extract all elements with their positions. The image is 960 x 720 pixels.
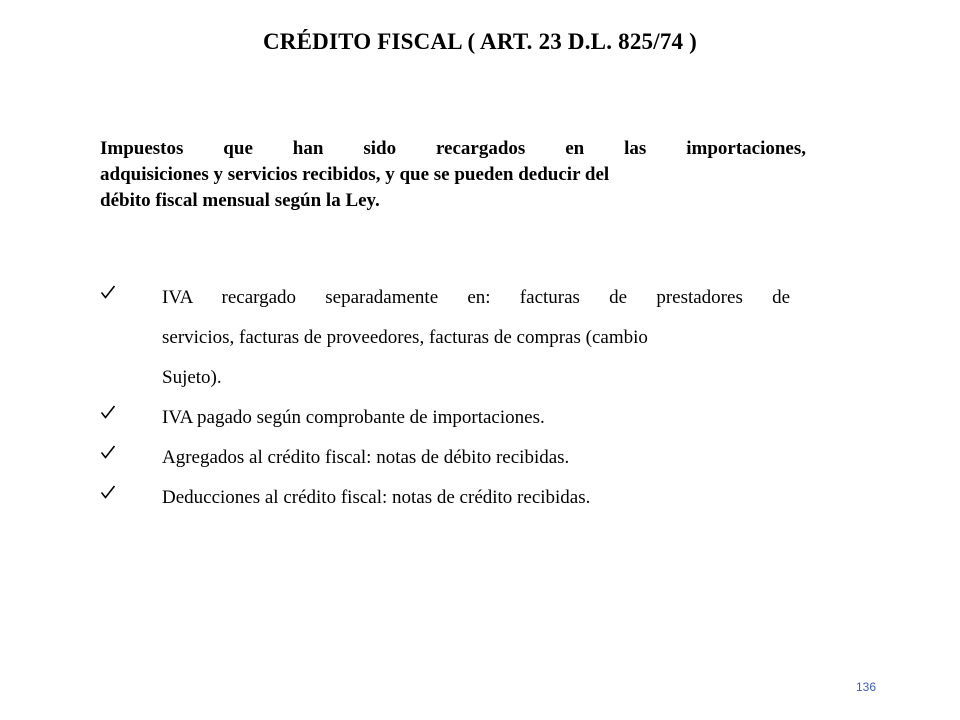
intro-line: adquisiciones y servicios recibidos, y que se pueden deducir del xyxy=(100,164,610,185)
intro-line: débito fiscal mensual según la Ley. xyxy=(100,190,380,211)
bullet-line: Agregados al crédito fiscal: notas de débito recibidas. xyxy=(162,447,570,468)
bullet-line: Deducciones al crédito fiscal: notas de crédito recibidas. xyxy=(162,487,591,508)
checkmark-icon xyxy=(100,438,124,478)
intro-line: Impuestos que han sido recargados en las importaciones, xyxy=(100,138,806,159)
bullet-item xyxy=(100,278,790,398)
bullet-line: IVA pagado según comprobante de importaciones. xyxy=(162,407,545,428)
checkmark-icon xyxy=(100,278,124,318)
bullet-text xyxy=(162,478,790,518)
intro-paragraph xyxy=(100,136,806,214)
slide-title: CRÉDITO FISCAL ( ART. 23 D.L. 825/74 ) xyxy=(262,29,698,55)
checkmark-icon xyxy=(100,398,124,438)
bullet-list xyxy=(100,278,790,518)
bullet-item xyxy=(100,398,790,438)
bullet-line: Sujeto). xyxy=(162,367,222,388)
bullet-text xyxy=(162,438,790,478)
bullet-text xyxy=(162,398,790,438)
page-number: 136 xyxy=(855,680,877,694)
checkmark-icon xyxy=(100,478,124,518)
bullet-line: IVA recargado separadamente en: facturas de prestadores de xyxy=(162,287,790,308)
bullet-text xyxy=(162,278,790,398)
bullet-item xyxy=(100,478,790,518)
bullet-item xyxy=(100,438,790,478)
bullet-line: servicios, facturas de proveedores, facturas de compras (cambio xyxy=(162,327,648,348)
